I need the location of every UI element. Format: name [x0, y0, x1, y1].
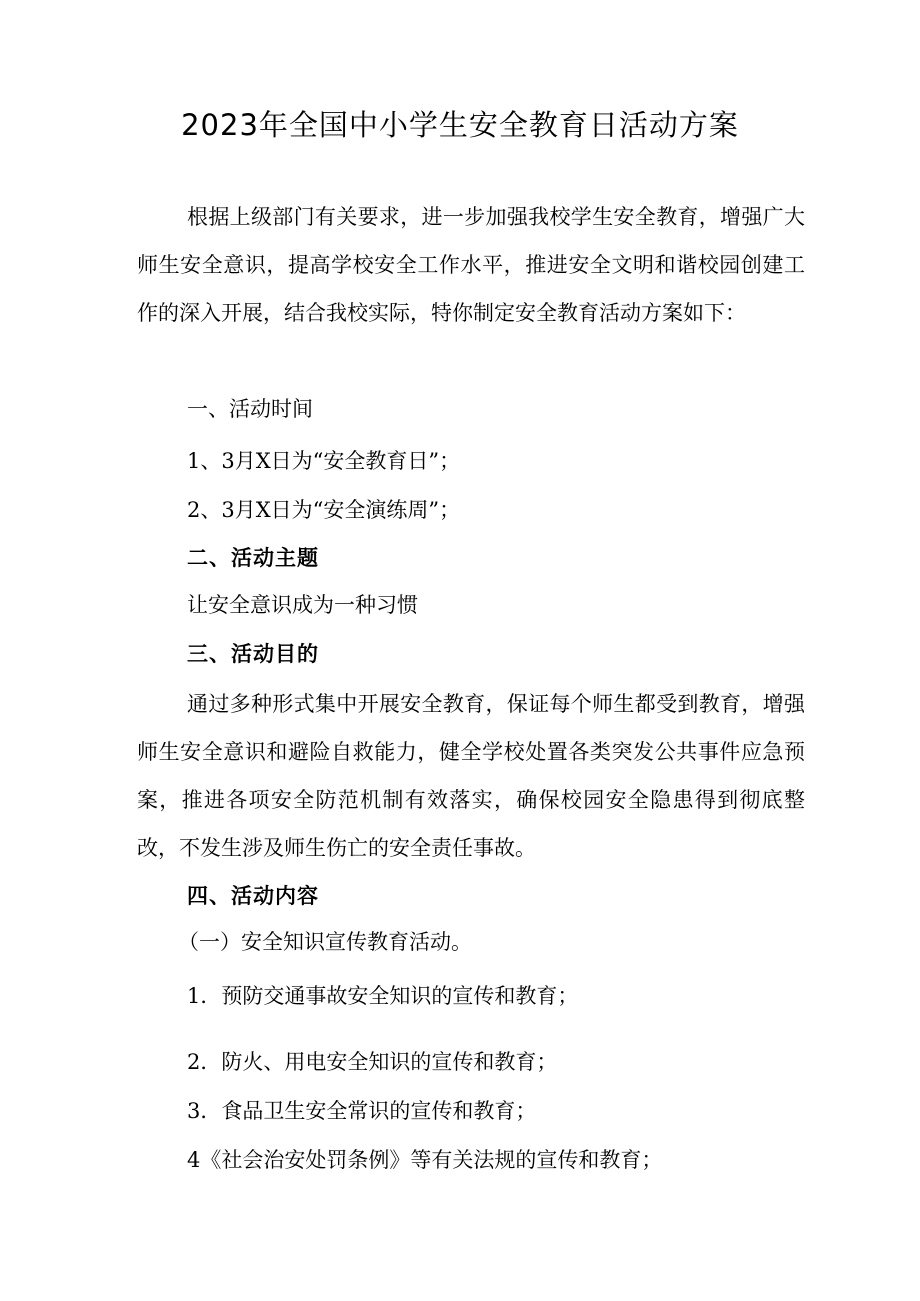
list-item: 4《社会治安处罚条例》等有关法规的宣传和教育； — [187, 1148, 663, 1172]
section-heading-time: 一、活动时间 — [187, 397, 313, 421]
theme-text: 让安全意识成为一种习惯 — [187, 593, 418, 617]
section-heading-purpose: 三、活动目的 — [187, 642, 319, 666]
list-item: 2、3月X日为“安全演练周”； — [187, 498, 461, 522]
section-heading-content: 四、活动内容 — [187, 884, 319, 908]
subsection-heading: （一）安全知识宣传教育活动。 — [178, 930, 472, 954]
document-title: 2023年全国中小学生安全教育日活动方案 — [181, 108, 739, 142]
intro-paragraph: 根据上级部门有关要求，进一步加强我校学生安全教育，增强广大师生安全意识，提高学校安全工作水平，推进安全文明和谐校园创建工作的深入开展，结合我校实际，特你制定安全教育活动方案如下： — [137, 205, 805, 325]
list-item: 3．食品卫生安全常识的宣传和教育； — [187, 1099, 537, 1123]
purpose-paragraph: 通过多种形式集中开展安全教育，保证每个师生都受到教育，增强师生安全意识和避险自救能力，健全学校处置各类突发公共事件应急预案，推进各项安全防范机制有效落实，确保校园安全隐患得到彻底整改，不发生涉及师生伤亡的安全责任事故。 — [137, 692, 805, 860]
list-item: 1、3月X日为“安全教育日”； — [187, 449, 461, 473]
list-item: 2．防火、用电安全知识的宣传和教育； — [187, 1050, 558, 1074]
section-heading-theme: 二、活动主题 — [187, 546, 319, 570]
list-item: 1．预防交通事故安全知识的宣传和教育； — [187, 984, 579, 1008]
